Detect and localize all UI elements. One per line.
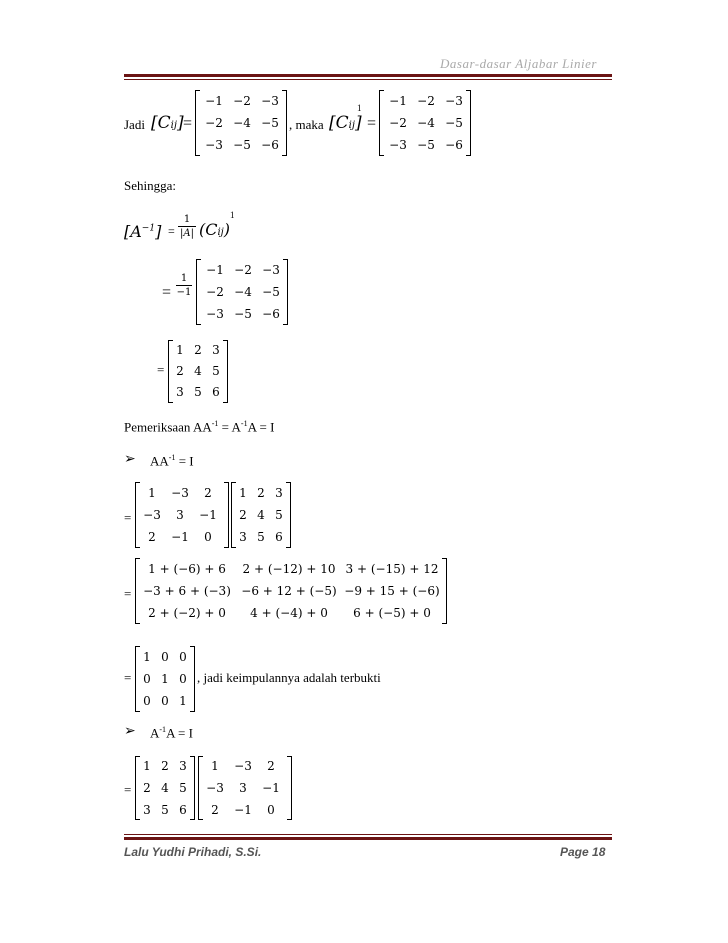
- matrix-inverse-1: 1 2 3 2 4 5 3 5 6: [231, 482, 291, 548]
- matrix-c-1: −1 −2 −3 −2 −4 −5 −3 −5 −6: [195, 90, 287, 156]
- matrix-inverse-2: 1 2 3 2 4 5 3 5 6: [135, 756, 195, 820]
- fraction-1-over-neg1: 1 −1: [176, 273, 192, 298]
- header-rule-thin: [124, 79, 612, 80]
- matrix-c-2: −1 −2 −3 −2 −4 −5 −3 −5 −6: [379, 90, 471, 156]
- footer-page-number: Page 18: [560, 845, 606, 859]
- bullet1-text: $AA^{-1} = I$: [150, 453, 194, 469]
- matrix-identity-1: 1 0 0 0 1 0 0 0 1: [135, 646, 195, 712]
- equals-2: =: [367, 115, 377, 132]
- equals-5: =: [157, 362, 165, 377]
- header-rule: [124, 74, 612, 77]
- matrix-expanded: 1 + (−6) + 6 2 + (−12) + 10 3 + (−15) + 12 −3 + 6 + (−3) −6 + 12 + (−5) −9 + 15 + (−6) 2 + (−2) + 0 4 + (−4) + 0 6 + (−5) + 0: [135, 558, 447, 624]
- equals-7: =: [124, 586, 132, 601]
- matrix-inverse-result: 1 2 3 2 4 5 3 5 6: [168, 340, 228, 403]
- equals-1: =: [183, 115, 193, 132]
- matrix-c-3: −1 −2 −3 −2 −4 −5 −3 −5 −6: [196, 259, 288, 325]
- conclusion-text: , jadi keimpulannya adalah terbukti: [197, 670, 381, 685]
- equals-8: =: [124, 670, 132, 685]
- footer-author: Lalu Yudhi Prihadi, S.Si.: [124, 845, 262, 859]
- arrow-bullet-icon: ➢: [124, 452, 136, 467]
- cij-paren: (Cij): [199, 220, 231, 239]
- maka-text: , maka: [289, 117, 324, 132]
- fraction-1-over-det: 1 |A|: [178, 214, 196, 239]
- matrix-a-1: 1 −3 2 −3 3 −1 2 −1 0: [135, 482, 229, 548]
- equals-9: =: [124, 782, 132, 797]
- arrow-bullet-icon-2: ➢: [124, 724, 136, 739]
- footer-rule: [124, 837, 612, 840]
- cij-label-2: [Cij]: [329, 113, 362, 133]
- a-inverse-label: $[A^{-1}]$: [124, 222, 162, 241]
- header-title: Dasar-dasar Aljabar Linier: [440, 56, 597, 71]
- jadi-text: Jadi: [124, 117, 145, 132]
- pemeriksaan-text: Pemeriksaan $AA^{-1} = A^{-1}A = I$: [124, 419, 275, 435]
- sehingga-text: Sehingga:: [124, 178, 176, 193]
- matrix-a-2: 1 −3 2 −3 3 −1 2 −1 0: [198, 756, 292, 820]
- exponent-2: 1: [230, 210, 235, 220]
- equals-3: =: [168, 224, 175, 238]
- cij-label: [Cij]: [151, 113, 184, 133]
- equals-4: =: [162, 284, 172, 301]
- exponent-1: 1: [357, 103, 362, 113]
- footer-rule-thin: [124, 834, 612, 835]
- equals-6: =: [124, 510, 132, 525]
- bullet2-text: $A^{-1}A = I$: [150, 725, 193, 741]
